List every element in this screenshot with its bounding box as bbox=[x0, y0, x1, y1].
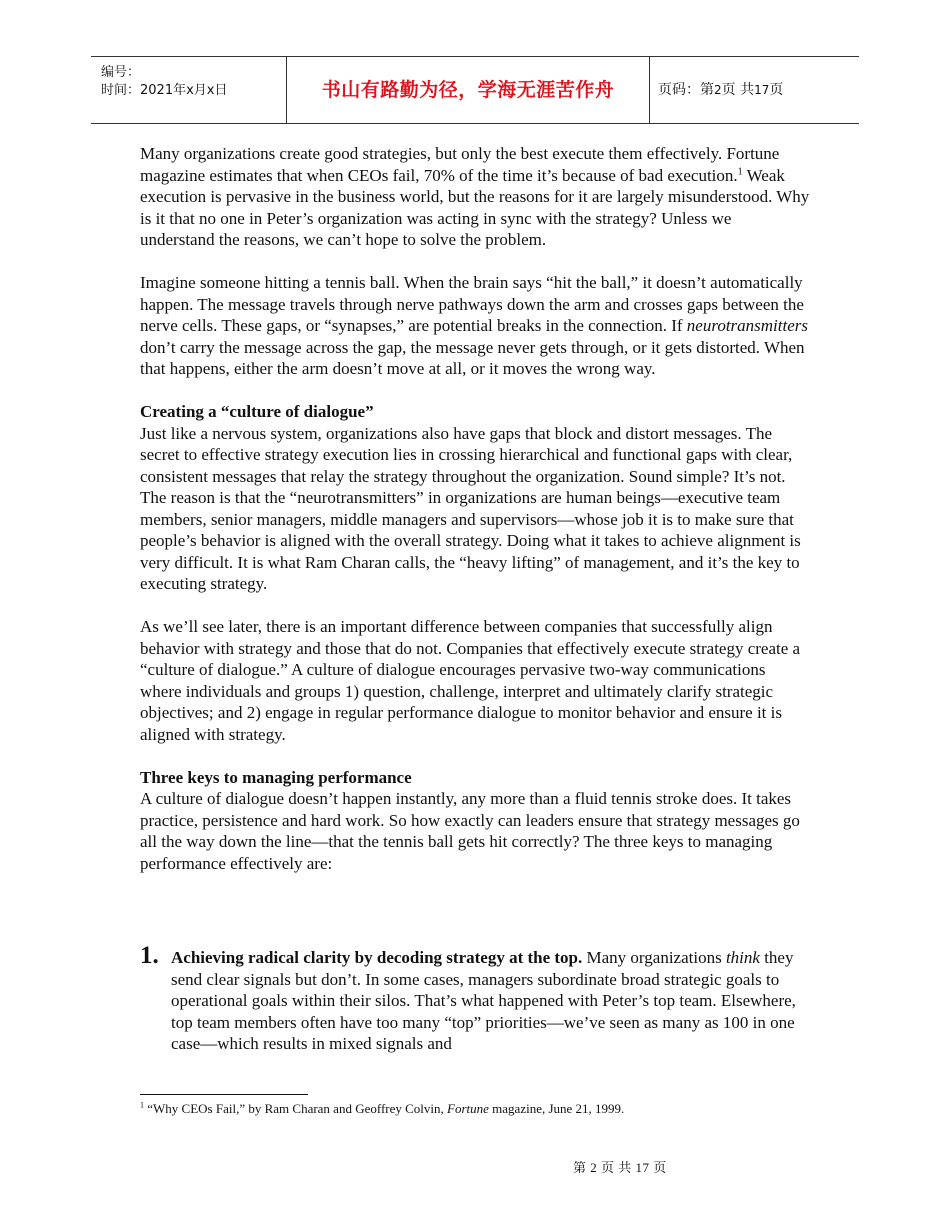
paragraph-nervous-system: Just like a nervous system, organizations also have gaps that block and distort messages. The secret to effective strategy execution lies in crossing hierarchical and functional gaps with clear, consistent messages that relay the strategy throughout the organization. Sound simple? It’s not. The reason is that the “neurotransmitters” in organizations are human beings—executive team members, senior managers, middle managers and supervisors—whose job it is to make sure that people’s behavior is aligned with the overall strategy. Doing what it takes to achieve alignment is very difficult. It is what Ram Charan calls, the “heavy lifting” of management, and it’s the key to executing strategy. bbox=[140, 423, 801, 593]
document-body bbox=[140, 143, 810, 896]
paragraph-culture-dialogue: As we’ll see later, there is an important difference between companies that successfully align behavior with strategy and those that do not. Companies that effectively execute strategy create a “culture of dialogue.” A culture of dialogue encourages pervasive two-way communications where individuals and groups 1) question, challenge, interpret and ultimately clarify strategic objectives; and 2) engage in regular performance dialogue to monitor behavior and ensure it is aligned with strategy. bbox=[140, 617, 801, 744]
footnote-ref: 1 bbox=[737, 165, 743, 177]
paragraph-tennis: Imagine someone hitting a tennis ball. When the brain says “hit the ball,” it doesn’t automatically happen. The message travels through nerve pathways down the arm and crosses gaps between the nerve cells. These gaps, or “synapses,” are potential breaks in the connection. If neurotransmitters don’t carry the message across the gap, the message never gets through, or it gets distorted. When that happens, either the arm doesn’t move at all, or it moves the wrong way. bbox=[140, 273, 809, 378]
header-page-number bbox=[658, 79, 783, 99]
page-footer: 第 2 页 共 17 页 bbox=[573, 1160, 667, 1175]
page-total: 17 bbox=[754, 83, 770, 97]
page-label-post: 页 bbox=[769, 82, 784, 98]
paragraph-three-keys: A culture of dialogue doesn’t happen instantly, any more than a fluid tennis stroke does. It takes practice, persistence and hard work. So how exactly can leaders ensure that strategy messages go all the way down the line—that the tennis ball gets hit correctly? The three keys to managing performance effectively are: bbox=[140, 789, 800, 873]
section-heading-culture: Creating a “culture of dialogue” bbox=[140, 402, 374, 421]
list-item-1-text: Achieving radical clarity by decoding strategy at the top. Many organizations think they send clear signals but don’t. In some cases, managers subordinate broad strategic goals to operational goals within their silos. That’s what happened with Peter’s top team. Elsewhere, top team members often have too many “top” priorities—we’ve seen as many as 100 in one case—which results in mixed signals and bbox=[171, 948, 796, 1053]
page-label-pre: 页码：第 bbox=[658, 82, 714, 98]
header-motto: 书山有路勤为径，学海无涯苦作舟 bbox=[287, 57, 650, 123]
doc-number-label: 编号： bbox=[101, 65, 141, 80]
header-info-cell bbox=[91, 57, 287, 123]
footnote-separator bbox=[140, 1094, 308, 1095]
date-line: 时间：2021年x月x日 bbox=[101, 83, 228, 98]
section-heading-three-keys: Three keys to managing performance bbox=[140, 767, 412, 787]
page-header bbox=[91, 56, 859, 124]
page-current: 2 bbox=[714, 83, 722, 97]
list-number-1: 1. bbox=[140, 942, 159, 969]
page-label-mid: 页 共 bbox=[721, 82, 755, 98]
footnote: $^1$ “Why CEOs Fail,” by Ram Charan and Geoffrey Colvin, Fortune magazine, June 21, 1999. bbox=[140, 1100, 625, 1116]
paragraph-intro: Many organizations create good strategies, but only the best execute them effectively. Fortune magazine estimates that when CEOs fail, 70% of the time it’s because of bad execution.$^1$ Weak execution is pervasive in the business world, but the reasons for it are largely misunderstood. Why is it that no one in Peter’s organization was acting in sync with the strategy? Unless we understand the reasons, we can’t hope to solve the problem. bbox=[140, 144, 810, 249]
